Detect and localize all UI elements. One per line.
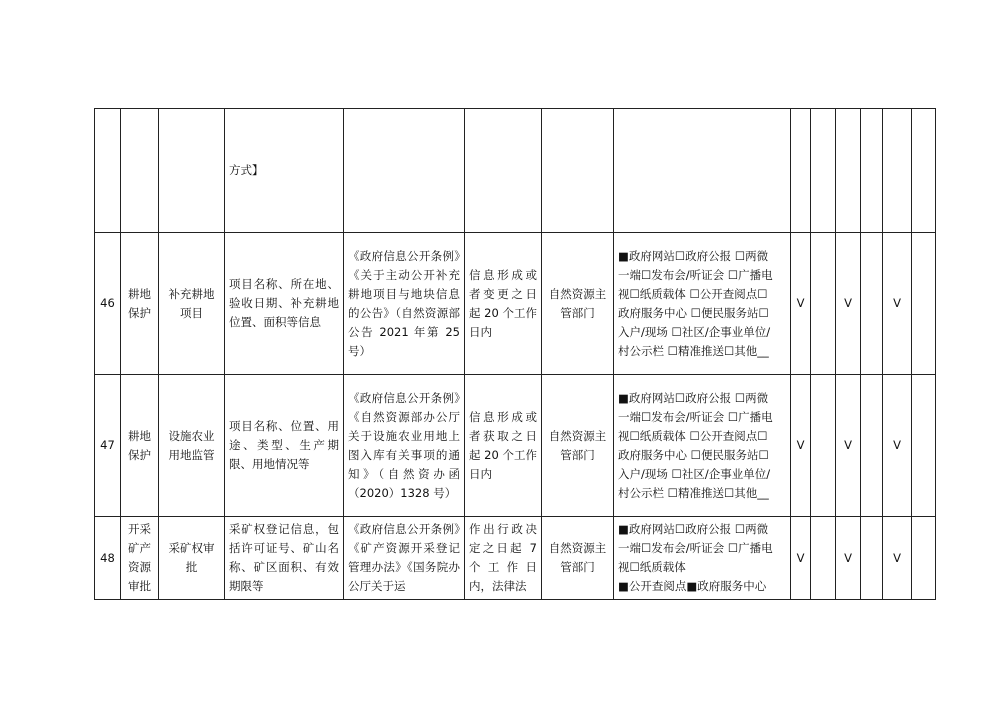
row-time-limit	[465, 109, 542, 233]
row-mark	[811, 375, 836, 517]
row-mark	[861, 517, 883, 600]
channel-line: ■政府网站☐政府公报 ☐两微	[618, 248, 769, 263]
row-content: 采矿权登记信息，包括许可证号、矿山名称、矿区面积、有效期限等	[225, 517, 344, 600]
row-number	[95, 109, 121, 233]
row-basis: 《政府信息公开条例》《矿产资源开采登记管理办法》《国务院办公厅关于运	[344, 517, 465, 600]
channel-line: 入户/现场 ☐社区/企事业单位/	[618, 324, 771, 339]
table-row	[95, 109, 936, 233]
row-mark	[912, 109, 936, 233]
row-item: 补充耕地项目	[159, 233, 225, 375]
channel-line: 政府服务中心 ☐便民服务站☐	[618, 305, 769, 320]
channel-line: 一端☐发布会/听证会 ☐广播电	[618, 541, 773, 555]
row-item: 采矿权审批	[159, 517, 225, 600]
row-basis: 《政府信息公开条例》《关于主动公开补充耕地项目与地块信息的公告》（自然资源部公告 2021 年第 25 号）	[344, 233, 465, 375]
row-channels	[614, 517, 791, 600]
row-mark	[912, 517, 936, 600]
row-mark	[811, 517, 836, 600]
row-channels	[614, 375, 791, 517]
row-mark: V	[791, 375, 811, 517]
row-mark: V	[883, 517, 912, 600]
row-subject: 自然资源主管部门	[542, 375, 614, 517]
row-mark: V	[791, 233, 811, 375]
row-time-limit: 信息形成或者获取之日起 20 个工作日内	[465, 375, 542, 517]
channel-line: 一端☐发布会/听证会 ☐广播电	[618, 409, 773, 424]
row-mark	[912, 233, 936, 375]
channel-line: 一端☐发布会/听证会 ☐广播电	[618, 267, 773, 282]
row-basis: 《政府信息公开条例》《自然资源部办公厅关于设施农业用地上图入库有关事项的通知》（自然资办函（2020）1328 号）	[344, 375, 465, 517]
row-channels	[614, 233, 791, 375]
row-mark: V	[836, 375, 861, 517]
row-number: 47	[95, 375, 121, 517]
channel-line: 视☐纸质载体 ☐公开查阅点☐	[618, 286, 768, 301]
row-category: 耕地保护	[121, 233, 159, 375]
row-mark	[912, 375, 936, 517]
channel-line: ■公开查阅点■政府服务中心	[618, 579, 767, 593]
row-mark: V	[883, 375, 912, 517]
row-subject: 自然资源主管部门	[542, 233, 614, 375]
row-mark: V	[883, 233, 912, 375]
row-channels	[614, 109, 791, 233]
channel-line: 入户/现场 ☐社区/企事业单位/	[618, 466, 771, 481]
row-mark	[861, 109, 883, 233]
channel-line: 视☐纸质载体	[618, 560, 686, 574]
row-mark	[791, 109, 811, 233]
row-category: 开采矿产资源审批	[121, 517, 159, 600]
channel-line: 视☐纸质载体 ☐公开查阅点☐	[618, 428, 768, 443]
row-mark	[811, 233, 836, 375]
table-row	[95, 375, 936, 517]
row-subject	[542, 109, 614, 233]
table-row	[95, 233, 936, 375]
row-content: 方式】	[225, 109, 344, 233]
row-mark	[811, 109, 836, 233]
table-row	[95, 517, 936, 600]
row-content: 项目名称、所在地、验收日期、补充耕地位置、面积等信息	[225, 233, 344, 375]
row-number: 48	[95, 517, 121, 600]
channel-line: ■政府网站☐政府公报 ☐两微	[618, 390, 769, 405]
row-item	[159, 109, 225, 233]
row-mark	[861, 233, 883, 375]
channel-line: 村公示栏 ☐精准推送☐其他__	[618, 485, 769, 500]
row-time-limit: 作出行政决定之日起 7 个工作日内，法律法	[465, 517, 542, 600]
row-mark	[861, 375, 883, 517]
row-item: 设施农业用地监管	[159, 375, 225, 517]
row-mark: V	[836, 233, 861, 375]
row-number: 46	[95, 233, 121, 375]
row-subject: 自然资源主管部门	[542, 517, 614, 600]
row-category: 耕地保护	[121, 375, 159, 517]
channel-line: 政府服务中心 ☐便民服务站☐	[618, 447, 769, 462]
row-category	[121, 109, 159, 233]
channel-line: 村公示栏 ☐精准推送☐其他__	[618, 343, 769, 358]
row-mark: V	[836, 517, 861, 600]
channel-line: ■政府网站☐政府公报 ☐两微	[618, 522, 769, 536]
row-time-limit: 信息形成或者变更之日起 20 个工作日内	[465, 233, 542, 375]
row-basis	[344, 109, 465, 233]
disclosure-table	[94, 108, 936, 600]
row-mark	[883, 109, 912, 233]
row-content: 项目名称、位置、用途、类型、生产期限、用地情况等	[225, 375, 344, 517]
row-mark: V	[791, 517, 811, 600]
row-mark	[836, 109, 861, 233]
